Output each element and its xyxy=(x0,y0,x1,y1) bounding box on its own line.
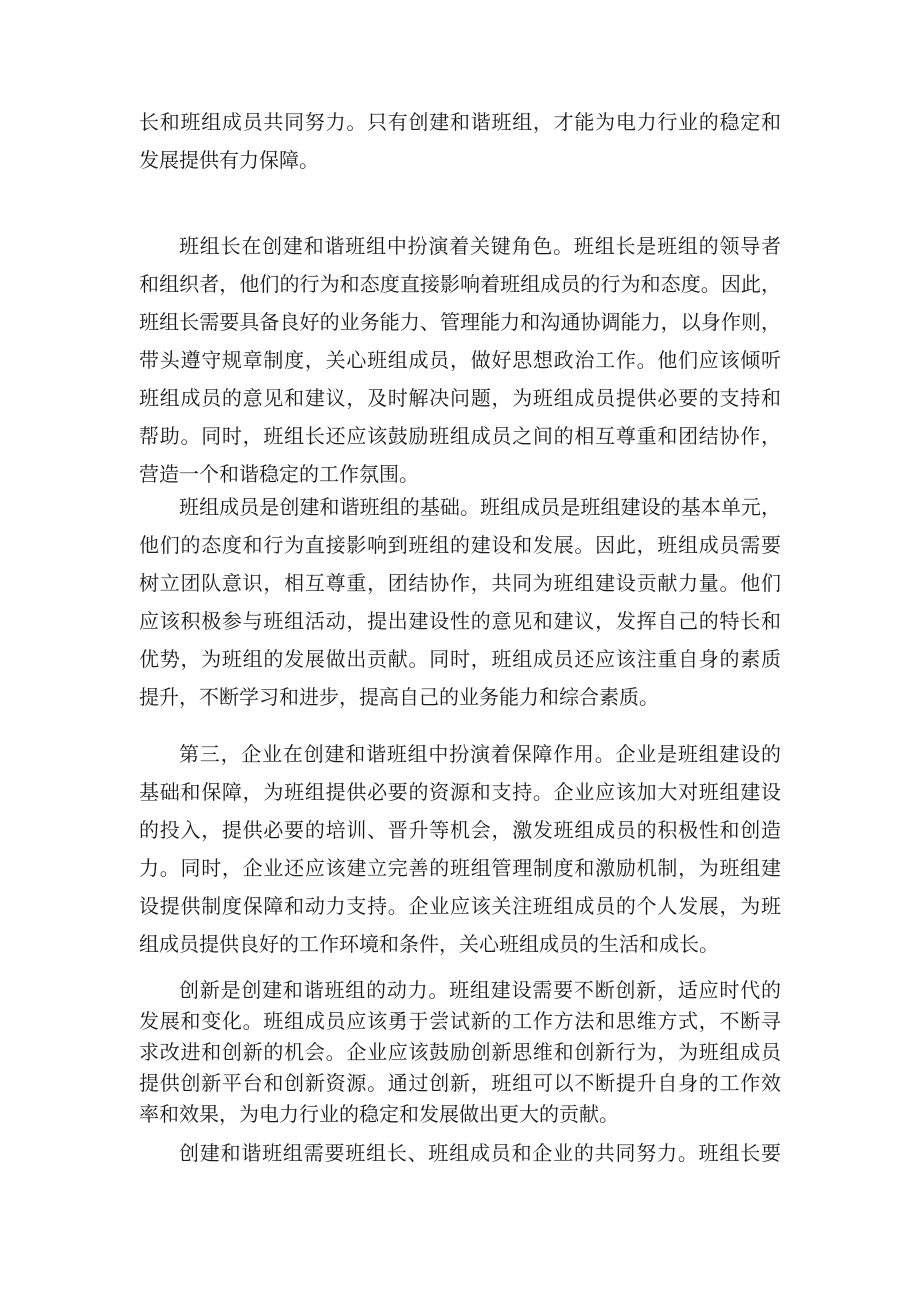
paragraph-3 xyxy=(139,488,781,716)
text-line: 率和效果，为电力行业的稳定和发展做出更大的贡献。 xyxy=(139,1102,619,1126)
text-line: 创新是创建和谐班组的动力。班组建设需要不断创新，适应时代的 xyxy=(179,978,781,1002)
paragraph-1 xyxy=(139,103,781,179)
text-line: 应该积极参与班组活动，提出建设性的意见和建议，发挥自己的特长和 xyxy=(139,609,781,633)
text-line: 创建和谐班组需要班组长、班组成员和企业的共同努力。班组长要 xyxy=(179,1141,781,1165)
text-line: 组成员提供良好的工作环境和条件，关心班组成员的生活和成长。 xyxy=(139,932,719,956)
text-line: 发展和变化。班组成员应该勇于尝试新的工作方法和思维方式，不断寻 xyxy=(139,1009,781,1033)
text-line: 长和班组成员共同努力。只有创建和谐班组，才能为电力行业的稳定和 xyxy=(139,110,781,134)
paragraph-5 xyxy=(139,975,781,1130)
text-line: 他们的态度和行为直接影响到班组的建设和发展。因此，班组成员需要 xyxy=(139,533,781,557)
text-line: 和组织者，他们的行为和态度直接影响着班组成员的行为和态度。因此， xyxy=(139,272,781,296)
text-line: 营造一个和谐稳定的工作氛围。 xyxy=(139,462,419,486)
text-line: 树立团队意识，相互尊重，团结协作，共同为班组建设贡献力量。他们 xyxy=(139,571,781,595)
text-line: 基础和保障，为班组提供必要的资源和支持。企业应该加大对班组建设 xyxy=(139,780,781,804)
text-line: 的投入，提供必要的培训、晋升等机会，激发班组成员的积极性和创造 xyxy=(139,818,781,842)
text-line: 班组长需要具备良好的业务能力、管理能力和沟通协调能力，以身作则， xyxy=(139,310,781,334)
paragraph-6 xyxy=(139,1134,781,1172)
text-line: 提升，不断学习和进步，提高自己的业务能力和综合素质。 xyxy=(139,685,659,709)
text-line: 力。同时，企业还应该建立完善的班组管理制度和激励机制，为班组建 xyxy=(139,856,781,880)
text-line: 帮助。同时，班组长还应该鼓励班组成员之间的相互尊重和团结协作， xyxy=(139,424,781,448)
text-line: 提供创新平台和创新资源。通过创新，班组可以不断提升自身的工作效 xyxy=(139,1071,781,1095)
text-line: 求改进和创新的机会。企业应该鼓励创新思维和创新行为，为班组成员 xyxy=(139,1040,781,1064)
text-line: 班组长在创建和谐班组中扮演着关键角色。班组长是班组的领导者 xyxy=(179,234,781,258)
text-line: 优势，为班组的发展做出贡献。同时，班组成员还应该注重自身的素质 xyxy=(139,647,781,671)
text-line: 第三，企业在创建和谐班组中扮演着保障作用。企业是班组建设的 xyxy=(179,742,781,766)
paragraph-2 xyxy=(139,227,781,493)
text-line: 带头遵守规章制度，关心班组成员，做好思想政治工作。他们应该倾听 xyxy=(139,348,781,372)
paragraph-4 xyxy=(139,735,781,963)
text-line: 发展提供有力保障。 xyxy=(139,148,319,172)
text-line: 班组成员是创建和谐班组的基础。班组成员是班组建设的基本单元， xyxy=(179,495,781,519)
text-line: 班组成员的意见和建议，及时解决问题，为班组成员提供必要的支持和 xyxy=(139,386,781,410)
text-line: 设提供制度保障和动力支持。企业应该关注班组成员的个人发展，为班 xyxy=(139,894,781,918)
